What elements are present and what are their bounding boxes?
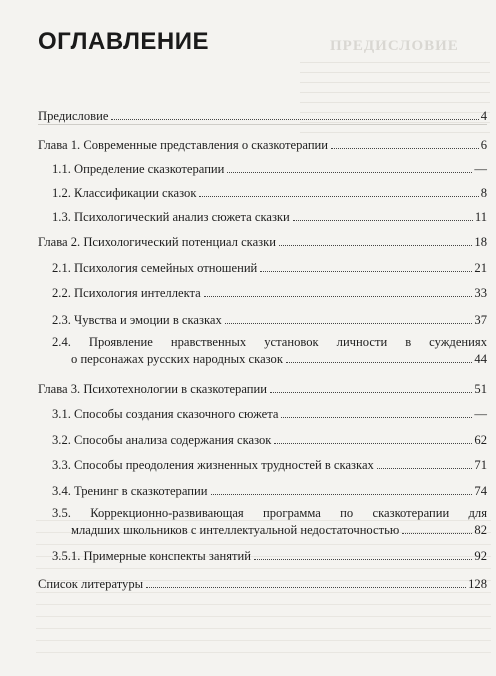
toc-entry-2-2[interactable] (52, 285, 487, 301)
toc-entry-preface[interactable] (38, 108, 487, 124)
dot-leader (204, 296, 473, 297)
toc-entry-3-1[interactable] (52, 406, 487, 422)
dot-leader (260, 271, 472, 272)
divider (38, 124, 487, 125)
dot-leader (199, 196, 478, 197)
dot-leader (254, 559, 472, 560)
toc-entry-1-1[interactable] (52, 161, 487, 177)
dot-leader (225, 323, 473, 324)
toc-entry-text-line-1: 2.4. Проявление нравственных установок личности в суждениях (52, 335, 487, 349)
toc-entry-text: 3.4. Тренинг в сказкотерапии (52, 484, 208, 498)
toc-entry-text: 3.3. Способы преодоления жизненных трудностей в сказках (52, 458, 374, 472)
toc-entry-page: 21 (474, 261, 487, 275)
page-title: ОГЛАВЛЕНИЕ (38, 28, 210, 55)
toc-entry-page: 33 (474, 286, 487, 300)
toc-entry-text: 1.2. Классификации сказок (52, 186, 197, 200)
toc-entry-page: 62 (474, 433, 487, 447)
toc-entry-3-2[interactable] (52, 432, 487, 448)
toc-entry-text-line-2: о персонажах русских народных сказок (71, 352, 283, 366)
toc-entry-text-line-1: 3.5. Коррекционно-развивающая программа по сказкотерапии для (52, 506, 487, 520)
toc-entry-page: 74 (474, 484, 487, 498)
dot-leader (111, 119, 478, 120)
toc-entry-page: — (474, 407, 487, 421)
toc-entry-page: 82 (474, 523, 487, 537)
dot-leader (402, 533, 472, 534)
toc-entry-text: 2.1. Психология семейных отношений (52, 261, 258, 275)
toc-entry-chapter-3[interactable] (38, 381, 487, 397)
toc-entry-text: Глава 2. Психологический потенциал сказки (38, 235, 277, 249)
dot-leader (274, 443, 472, 444)
toc-entry-page: 44 (474, 352, 487, 366)
dot-leader (281, 417, 472, 418)
toc-entry-page: 128 (468, 577, 487, 591)
dot-leader (227, 172, 472, 173)
toc-entry-text: 1.3. Психологический анализ сюжета сказки (52, 210, 290, 224)
dot-leader (331, 148, 479, 149)
dot-leader (377, 468, 473, 469)
dot-leader (279, 245, 472, 246)
toc-entry-text: 1.1. Определение сказкотерапии (52, 162, 225, 176)
toc-entry-1-2[interactable] (52, 185, 487, 201)
toc-entry-1-3[interactable] (52, 209, 487, 225)
bleed-through-heading: ПРЕДИСЛОВИЕ (330, 38, 459, 54)
toc-entry-references[interactable] (38, 576, 487, 592)
toc-entry-text: Глава 3. Психотехнологии в сказкотерапии (38, 382, 267, 396)
dot-leader (293, 220, 473, 221)
dot-leader (270, 392, 472, 393)
toc-entry-page: 71 (474, 458, 487, 472)
toc-entry-text: 2.3. Чувства и эмоции в сказках (52, 313, 222, 327)
toc-entry-2-4[interactable] (52, 334, 487, 368)
toc-entry-page: 37 (474, 313, 487, 327)
toc-entry-page: 92 (474, 549, 487, 563)
toc-entry-page: 51 (474, 382, 487, 396)
toc-entry-3-4[interactable] (52, 483, 487, 499)
bleed-through-lines (300, 62, 490, 142)
toc-entry-text: 3.5.1. Примерные конспекты занятий (52, 549, 251, 563)
bleed-through-lines-bottom (36, 520, 491, 664)
toc-entry-text: Предисловие (38, 109, 109, 123)
toc-entry-text: 3.1. Способы создания сказочного сюжета (52, 407, 279, 421)
toc-entry-text: Глава 1. Современные представления о сказкотерапии (38, 138, 329, 152)
toc-entry-3-5[interactable] (52, 505, 487, 539)
toc-entry-page: 11 (474, 210, 487, 224)
toc-entry-2-1[interactable] (52, 260, 487, 276)
toc-entry-3-3[interactable] (52, 457, 487, 473)
dot-leader (146, 587, 466, 588)
toc-entry-page: 4 (480, 109, 487, 123)
toc-entry-chapter-2[interactable] (38, 234, 487, 250)
toc-entry-text: Список литературы (38, 577, 144, 591)
toc-entry-page: — (474, 162, 487, 176)
dot-leader (286, 362, 472, 363)
toc-entry-text: 3.2. Способы анализа содержания сказок (52, 433, 272, 447)
toc-entry-page: 6 (480, 138, 487, 152)
toc-entry-page: 18 (474, 235, 487, 249)
toc-entry-page: 8 (480, 186, 487, 200)
toc-entry-2-3[interactable] (52, 312, 487, 328)
toc-entry-3-5-1[interactable] (52, 548, 487, 564)
dot-leader (211, 494, 473, 495)
toc-entry-text-line-2: младших школьников с интеллектуальной недостаточностью (71, 523, 400, 537)
toc-entry-chapter-1[interactable] (38, 137, 487, 153)
toc-entry-text: 2.2. Психология интеллекта (52, 286, 201, 300)
